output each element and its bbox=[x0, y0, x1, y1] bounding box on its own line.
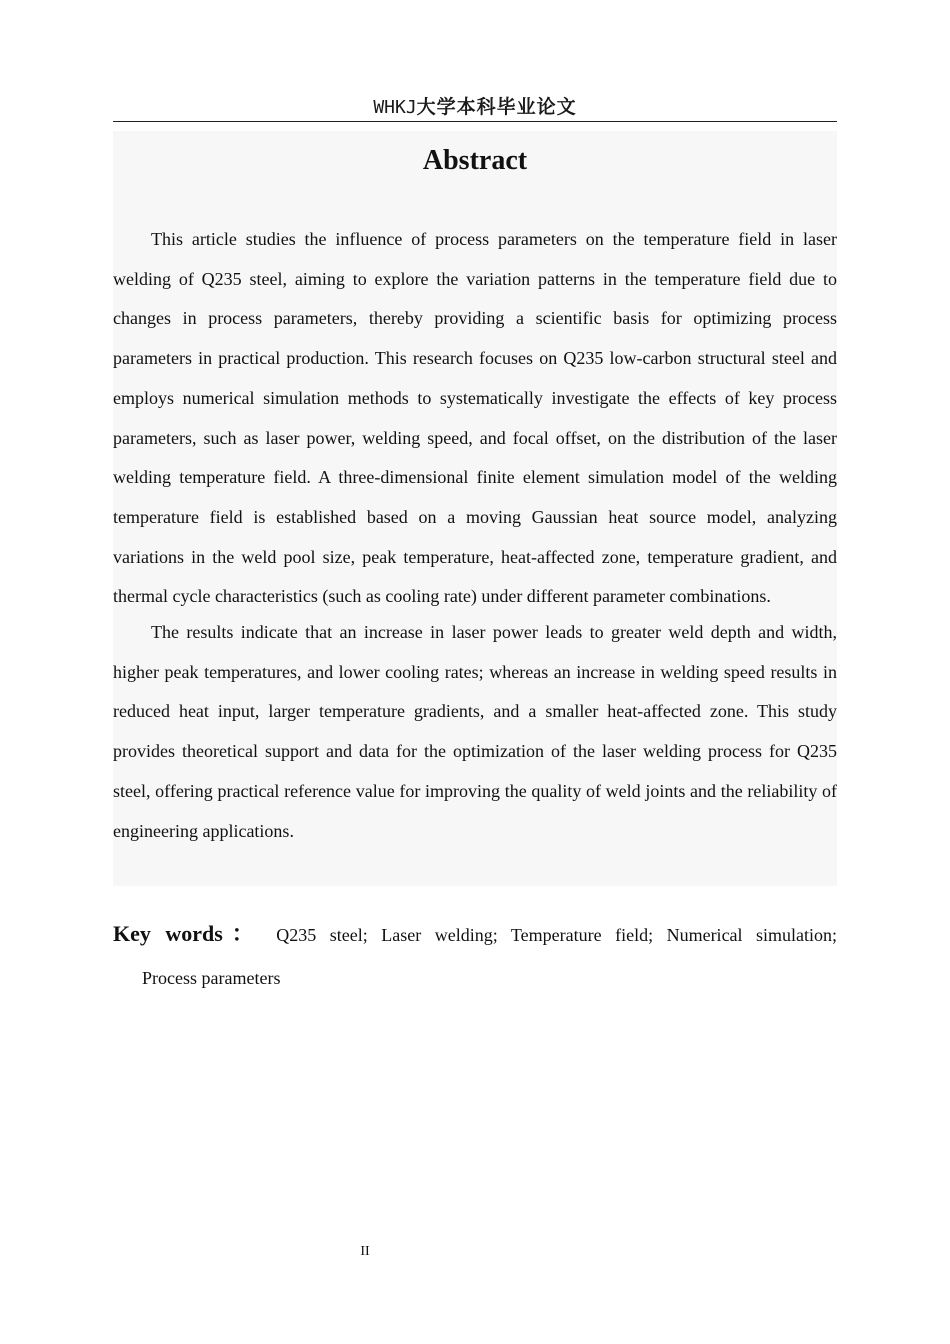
running-header bbox=[113, 94, 837, 121]
page-number: II bbox=[360, 1244, 370, 1259]
keywords-line bbox=[113, 908, 837, 961]
keyword-item: Laser welding; bbox=[381, 925, 498, 945]
keywords-label: Key words： bbox=[113, 921, 263, 946]
abstract-title: Abstract bbox=[422, 145, 528, 176]
keywords-continuation: Process parameters bbox=[142, 968, 281, 988]
header-rule bbox=[113, 121, 837, 122]
abstract-body bbox=[113, 220, 837, 851]
abstract-paragraph-1: This article studies the influence of process parameters on the temperature field in laser welding of Q235 steel, aiming to explore the variation patterns in the temperature field due to changes in process parameters, thereby providing a scientific basis for optimizing process parameters in practical production. This research focuses on Q235 low-carbon structural steel and employs numerical simulation methods to systematically investigate the effects of key process parameters, such as laser power, welding speed, and focal offset, on the distribution of the laser welding temperature field. A three-dimensional finite element simulation model of the welding temperature field is established based on a moving Gaussian heat source model, analyzing variations in the weld pool size, peak temperature, heat-affected zone, temperature gradient, and thermal cycle characteristics (such as cooling rate) under different parameter combinations. bbox=[113, 229, 837, 607]
header-latin-text: WHKJ bbox=[373, 97, 417, 118]
abstract-paragraph-2: The results indicate that an increase in laser power leads to greater weld depth and width, higher peak temperatures, and lower cooling rates; whereas an increase in welding speed results in reduced heat input, larger temperature gradients, and a smaller heat-affected zone. This study provides theoretical support and data for the optimization of the laser welding process for Q235 steel, offering practical reference value for improving the quality of weld joints and the reliability of engineering applications. bbox=[113, 622, 837, 841]
header-cjk-text: 大学本科毕业论文 bbox=[416, 96, 577, 118]
keyword-item: Numerical simulation; bbox=[666, 925, 838, 945]
keyword-item: Temperature field; bbox=[510, 925, 654, 945]
keyword-item: Q235 steel; bbox=[276, 925, 368, 945]
